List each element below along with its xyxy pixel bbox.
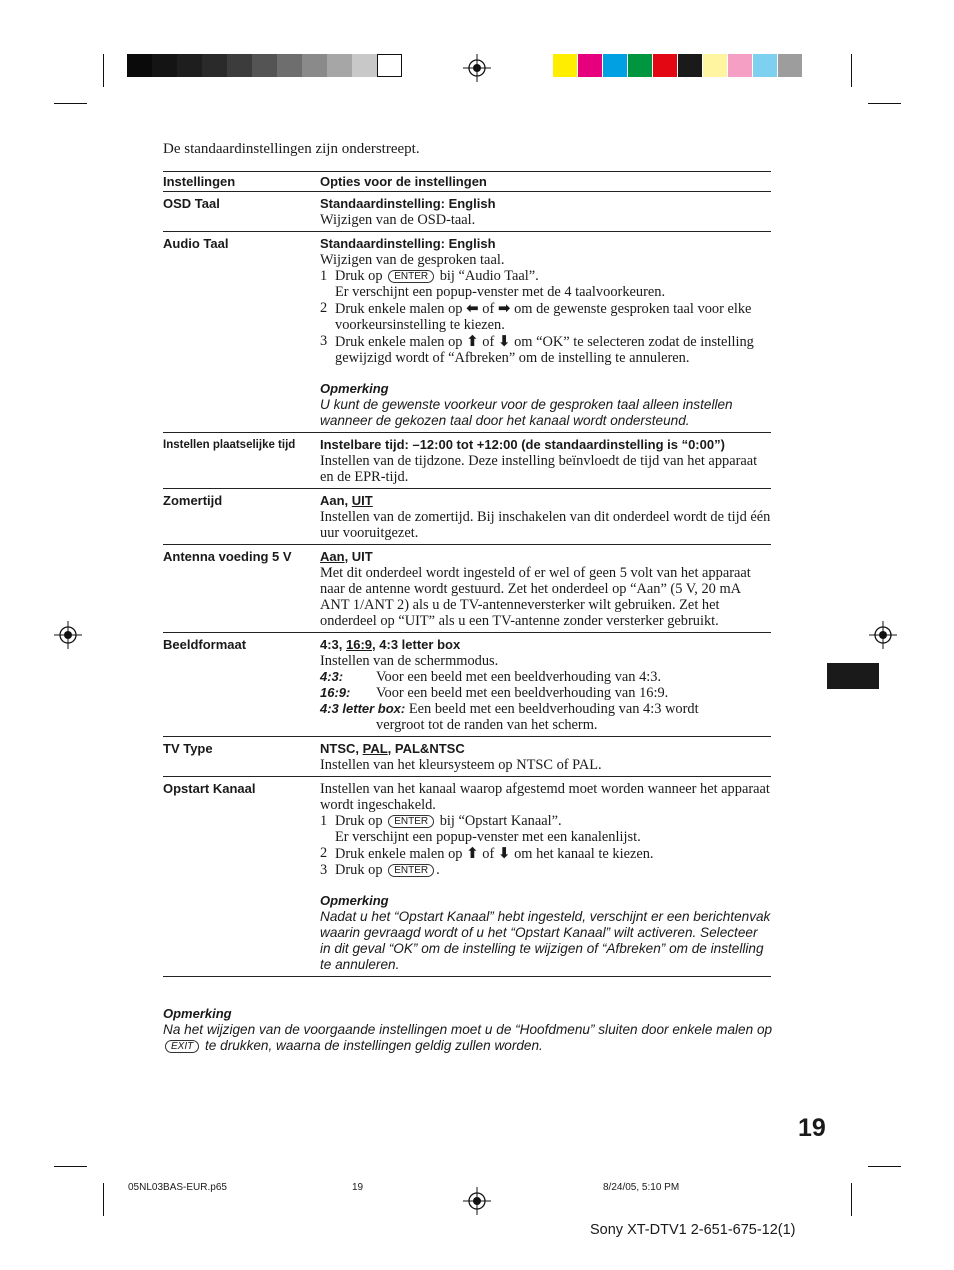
setting-name: Audio Taal [163, 236, 229, 251]
gray-swatch [377, 54, 402, 77]
slug-file: 05NL03BAS-EUR.p65 [128, 1182, 227, 1193]
color-swatch [778, 54, 802, 77]
note-heading: Opmerking [320, 893, 389, 908]
crop-mark [851, 54, 852, 87]
gray-swatch [127, 54, 152, 77]
setting-name: TV Type [163, 741, 213, 756]
color-swatch [678, 54, 702, 77]
table-row [163, 232, 771, 433]
setting-options: NTSC, PAL, PAL&NTSC [320, 741, 465, 756]
setting-options: Instelbare tijd: –12:00 tot +12:00 (de standaardinstelling is “0:00”) [320, 437, 725, 452]
crop-mark [103, 1183, 104, 1216]
gray-swatch [177, 54, 202, 77]
setting-desc: Instellen van de schermmodus. [320, 653, 499, 669]
setting-name: Antenna voeding 5 V [163, 549, 292, 564]
enter-key-icon: ENTER [388, 270, 434, 283]
col-options-header: Opties voor de instellingen [320, 174, 487, 189]
setting-desc: Wijzigen van de OSD-taal. [320, 212, 476, 228]
default-value: UIT [351, 493, 373, 508]
section-tab [827, 663, 879, 689]
gray-swatch [227, 54, 252, 77]
color-swatch [753, 54, 777, 77]
step-item: 2 Druk enkele malen op ⬅ of ➡ om de gewenste gesproken taal voor elke voorkeursinstelling te kiezen. [320, 299, 752, 333]
table-row [163, 777, 771, 977]
gray-swatch [202, 54, 227, 77]
color-swatch [553, 54, 577, 77]
setting-desc: Wijzigen van de gesproken taal. [320, 252, 505, 268]
note-heading: Opmerking [320, 381, 389, 396]
setting-options: 4:3, 16:9, 4:3 letter box [320, 637, 461, 652]
color-swatch [628, 54, 652, 77]
registration-mark-icon [869, 621, 897, 649]
arrow-down-icon: ⬇ [497, 332, 511, 350]
setting-desc: Instellen van de zomertijd. Bij inschakelen van dit onderdeel wordt de tijd één uur vooruitgezet. [320, 509, 771, 541]
note-text: U kunt de gewenste voorkeur voor de gesproken taal alleen instellen wanneer de gekozen taal door het kanaal wordt ondersteund. [320, 397, 733, 428]
setting-desc: Instellen van het kanaal waarop afgestemd moet worden wanneer het apparaat wordt ingeschakeld. [320, 781, 770, 813]
setting-desc: Met dit onderdeel wordt ingesteld of er wel of geen 5 volt van het apparaat naar de antenne wordt gestuurd. Zet het onderdeel op “Aan” (5 V, 20 mA ANT 1/ANT 2) als u de TV-antenneversterker wilt gebruiken. Zet het onderdeel op “UIT” als u een TV-antenne zonder versterker gebruikt. [320, 565, 751, 629]
setting-options: Aan, UIT [320, 493, 373, 508]
table-row [163, 633, 771, 737]
format-item: 4:3: Voor een beeld met een beeldverhouding van 4:3. [320, 669, 662, 685]
settings-table [163, 171, 771, 977]
default-value: 16:9 [346, 637, 373, 652]
arrow-down-icon: ⬇ [497, 844, 511, 862]
step-item: 2 Druk enkele malen op ⬆ of ⬇ om het kanaal te kiezen. [320, 844, 654, 862]
setting-name: Beeldformaat [163, 637, 247, 652]
table-row [163, 545, 771, 633]
step-item: 3 Druk op ENTER . [320, 862, 440, 878]
arrow-right-icon: ➡ [497, 299, 511, 317]
crop-mark [103, 54, 104, 87]
table-row [163, 192, 771, 232]
color-swatch [728, 54, 752, 77]
arrow-up-icon: ⬆ [466, 332, 479, 350]
slug-page: 19 [352, 1182, 364, 1193]
step-item: 3 Druk enkele malen op ⬆ of ⬇ om “OK” te selecteren zodat de instelling gewijzigd wordt of “Afbreken” om de instelling te annuleren. [320, 332, 754, 366]
format-item-cont: vergroot tot de randen van het scherm. [376, 717, 598, 733]
crop-mark [54, 1166, 87, 1167]
gray-swatch [152, 54, 177, 77]
gray-swatch [252, 54, 277, 77]
setting-name: OSD Taal [163, 196, 220, 211]
setting-desc: Instellen van het kleursysteem op NTSC of PAL. [320, 757, 602, 773]
format-item: 4:3 letter box: Een beeld met een beeldverhouding van 4:3 wordt [320, 701, 699, 717]
setting-options: Aan, UIT [320, 549, 373, 564]
exit-key-icon: EXIT [165, 1040, 199, 1053]
note-text: Nadat u het “Opstart Kanaal” hebt ingesteld, verschijnt er een berichtenvak waarin gevraagd wordt of u het “Opstart Kanaal” wilt activeren. Selecteer in dit geval “OK” om de instelling te wijzigen of “Afbreken” om de instelling te annuleren. [320, 909, 771, 972]
color-swatch [578, 54, 602, 77]
setting-name: Instellen plaatselijke tijd [163, 439, 296, 451]
registration-mark-icon [54, 621, 82, 649]
gray-swatch [277, 54, 302, 77]
format-item: 16:9: Voor een beeld met een beeldverhouding van 16:9. [320, 685, 669, 701]
page-number: 19 [798, 1114, 826, 1142]
slug-date: 8/24/05, 5:10 PM [603, 1182, 680, 1193]
crop-mark [868, 103, 901, 104]
col-settings-header: Instellingen [163, 174, 236, 189]
table-header [163, 171, 771, 192]
color-swatch [603, 54, 627, 77]
default-value: PAL [362, 741, 388, 756]
step-item: 1 Druk op ENTER bij “Audio Taal”. Er verschijnt een popup-venster met de 4 taalvoorkeuren. [320, 268, 666, 300]
crop-mark [851, 1183, 852, 1216]
color-swatch [703, 54, 727, 77]
crop-mark [54, 103, 87, 104]
setting-name: Zomertijd [163, 493, 223, 508]
arrow-left-icon: ⬅ [466, 299, 479, 317]
gray-swatch [302, 54, 327, 77]
registration-mark-icon [463, 54, 491, 82]
gray-swatch [327, 54, 352, 77]
model-line: Sony XT-DTV1 2-651-675-12(1) [590, 1222, 796, 1238]
table-row [163, 737, 771, 777]
setting-options: Standaardinstelling: English [320, 236, 496, 251]
setting-name: Opstart Kanaal [163, 781, 256, 796]
crop-mark [868, 1166, 901, 1167]
table-row [163, 433, 771, 489]
table-row [163, 489, 771, 545]
enter-key-icon: ENTER [388, 815, 434, 828]
color-swatch [653, 54, 677, 77]
intro-text: De standaardinstellingen zijn onderstreept. [163, 141, 420, 157]
step-item: 1 Druk op ENTER bij “Opstart Kanaal”. Er verschijnt een popup-venster met een kanalenlijst. [320, 813, 641, 845]
setting-options: Standaardinstelling: English [320, 196, 496, 211]
gray-swatch [352, 54, 377, 77]
enter-key-icon: ENTER [388, 864, 434, 877]
arrow-up-icon: ⬆ [466, 844, 479, 862]
registration-mark-icon [463, 1187, 491, 1215]
setting-desc: Instellen van de tijdzone. Deze instelling beïnvloedt de tijd van het apparaat en de EPR-tijd. [320, 453, 758, 485]
footnote-text: Na het wijzigen van de voorgaande instellingen moet u de “Hoofdmenu” sluiten door enkele malen op EXIT te drukken, waarna de instellingen geldig zullen worden. [163, 1022, 773, 1053]
footnote-heading: Opmerking [163, 1006, 232, 1021]
default-value: Aan [320, 549, 345, 564]
